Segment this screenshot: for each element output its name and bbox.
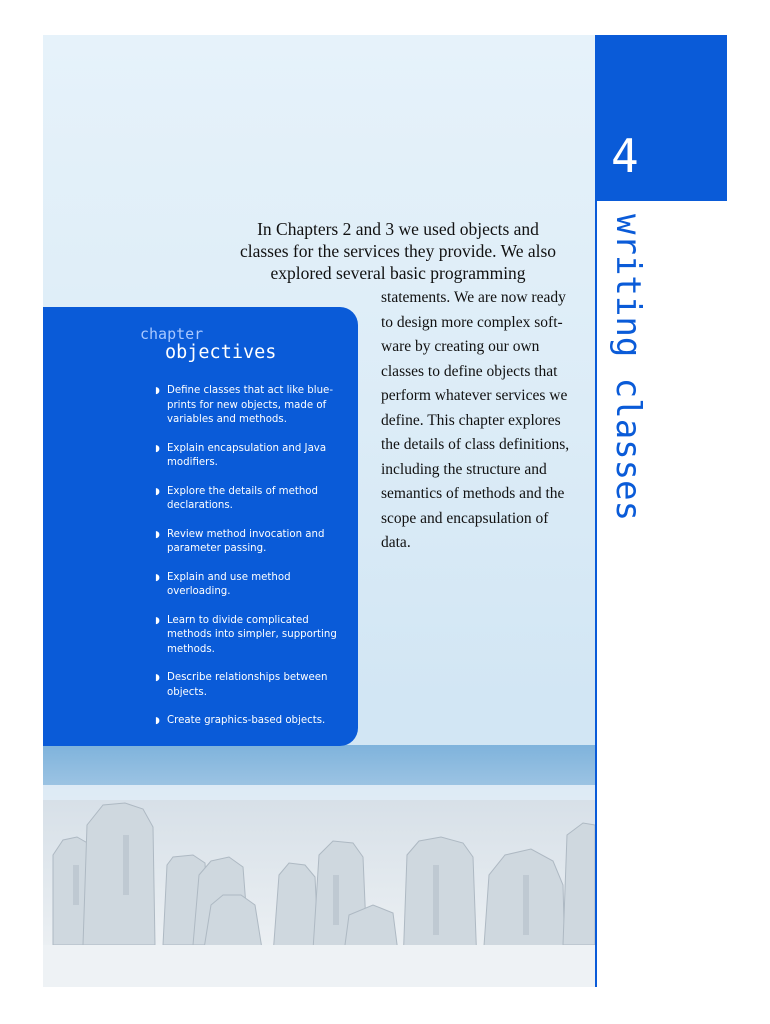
intro-line: ware by creating our own: [381, 338, 540, 355]
bullet-icon: ◗: [155, 572, 160, 583]
intro-line: to design more complex soft-: [381, 313, 563, 331]
objective-line: declarations.: [167, 500, 233, 511]
intro-line: perform whatever services we: [381, 387, 568, 404]
objective-item: [155, 442, 350, 471]
intro-text-wide: [233, 218, 563, 284]
objective-line: Explain encapsulation and Java: [167, 442, 327, 454]
chapter-edge-rule: [595, 201, 597, 987]
bullet-icon: ◗: [155, 443, 160, 454]
intro-line: explored several basic programming: [270, 263, 526, 283]
intro-line: data.: [381, 534, 411, 551]
objectives-heading-small: chapter: [140, 325, 204, 343]
chapter-number-tab: [595, 35, 727, 201]
objective-item: [155, 714, 350, 729]
bullet-icon: ◗: [155, 716, 160, 726]
objective-line: Explain and use method: [167, 571, 291, 583]
intro-line: including the structure and: [381, 460, 547, 478]
bullet-icon: ◗: [155, 615, 160, 626]
intro-line: define. This chapter explores: [381, 411, 561, 429]
sandcastle-photo: [43, 745, 595, 987]
chapter-number: 4: [611, 129, 639, 183]
intro-line: classes to define objects that: [381, 362, 558, 380]
objective-line: Create graphics-based objects.: [167, 715, 326, 726]
intro-line: classes for the services they provide. We also: [239, 241, 557, 261]
objective-line: prints for new objects, made of: [167, 399, 327, 411]
objective-line: objects.: [167, 686, 207, 698]
bullet-icon: ◗: [155, 486, 160, 497]
chapter-opener-page: [43, 35, 595, 987]
objective-item: [155, 571, 350, 600]
objective-line: Explore the details of method: [167, 485, 319, 497]
bullet-icon: ◗: [155, 386, 160, 396]
intro-text-narrow: [381, 286, 571, 556]
objective-item: [155, 614, 350, 658]
objective-item: [155, 485, 350, 514]
objective-line: Review method invocation and: [167, 528, 325, 540]
objective-item: [155, 671, 350, 700]
objective-line: methods into simpler, supporting: [167, 629, 337, 640]
objective-line: Define classes that act like blue-: [167, 385, 333, 396]
intro-line: In Chapters 2 and 3 we used objects and: [257, 219, 539, 239]
objective-line: overloading.: [167, 586, 231, 597]
objective-line: parameter passing.: [167, 543, 267, 554]
objective-line: modifiers.: [167, 457, 218, 468]
chapter-objectives-panel: [43, 307, 358, 746]
bullet-icon: ◗: [155, 529, 160, 540]
bullet-icon: ◗: [155, 673, 160, 683]
objectives-heading-large: objectives: [165, 342, 277, 363]
chapter-title-vertical: [608, 214, 648, 522]
objective-line: methods.: [167, 643, 215, 655]
objective-line: Learn to divide complicated: [167, 614, 309, 626]
objective-line: variables and methods.: [167, 414, 287, 425]
intro-line: the details of class definitions,: [381, 436, 570, 453]
objective-item: [155, 384, 350, 428]
intro-line: semantics of methods and the: [381, 485, 565, 502]
chapter-title: writing classes: [608, 214, 648, 522]
objective-line: Describe relationships between: [167, 672, 328, 683]
intro-line: statements. We are now ready: [381, 289, 566, 306]
intro-line: scope and encapsulation of: [381, 509, 549, 527]
objective-item: [155, 528, 350, 557]
objectives-list: [155, 384, 350, 729]
